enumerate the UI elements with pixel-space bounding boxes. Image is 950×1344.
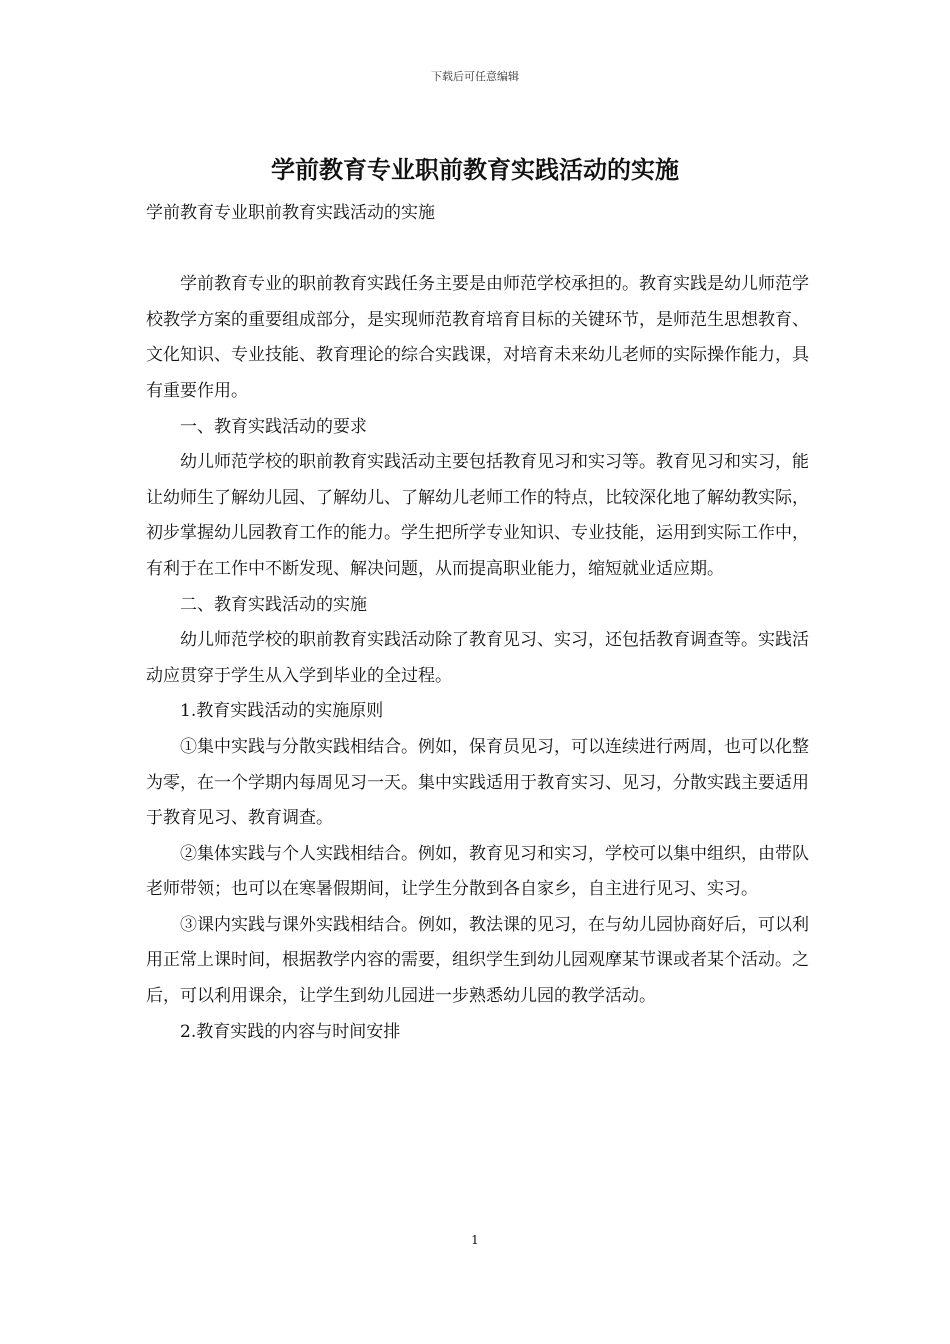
list-item-principle-2: ②集体实践与个人实践相结合。例如，教育见习和实习，学校可以集中组织，由带队老师带领；也可以在寒暑假期间，让学生分散到各自家乡，自主进行见习、实习。 <box>146 843 809 900</box>
paragraph-implementation: 幼儿师范学校的职前教育实践活动除了教育见习、实习，还包括教育调查等。实践活动应贯穿于学生从入学到毕业的全过程。 <box>146 630 809 686</box>
section-heading-implementation: 二、教育实践活动的实施 <box>180 594 367 615</box>
list-item-principle-1: ①集中实践与分散实践相结合。例如，保育员见习，可以连续进行两周，也可以化整为零，在一个学期内每周见习一天。集中实践适用于教育实习、见习，分散实践主要适用于教育见习、教育调查。 <box>146 736 809 829</box>
page-header-note: 下载后可任意编辑 <box>431 70 519 83</box>
page-number: 1 <box>471 1233 479 1247</box>
document-body <box>146 196 810 1050</box>
paragraph-intro: 学前教育专业的职前教育实践任务主要是由师范学校承担的。教育实践是幼儿师范学校教学方案的重要组成部分，是实现师范教育培育目标的关键环节，是师范生思想教育、文化知识、专业技能、教育理论的综合实践课，对培育未来幼儿老师的实际操作能力，具有重要作用。 <box>146 274 809 401</box>
paragraph-requirements: 幼儿师范学校的职前教育实践活动主要包括教育见习和实习等。教育见习和实习，能让幼师生了解幼儿园、了解幼儿、了解幼儿老师工作的特点，比较深化地了解幼教实际，初步掌握幼儿园教育工作的能力。学生把所学专业知识、专业技能，运用到实际工作中，有利于在工作中不断发现、解决问题，从而提高职业能力，缩短就业适应期。 <box>146 452 809 579</box>
document-subtitle: 学前教育专业职前教育实践活动的实施 <box>146 203 435 223</box>
list-item-principle-3: ③课内实践与课外实践相结合。例如，教法课的见习，在与幼儿园协商好后，可以利用正常上课时间，根据教学内容的需要，组织学生到幼儿园观摩某节课或者某个活动。之后，可以利用课余，让学生到幼儿园进一步熟悉幼儿园的教学活动。 <box>146 914 809 1007</box>
subsection-heading-principles: 1.教育实践活动的实施原则 <box>180 701 384 722</box>
document-title: 学前教育专业职前教育实践活动的实施 <box>271 155 679 184</box>
subsection-heading-content-schedule: 2.教育实践的内容与时间安排 <box>180 1021 401 1042</box>
section-heading-requirements: 一、教育实践活动的要求 <box>180 416 367 437</box>
